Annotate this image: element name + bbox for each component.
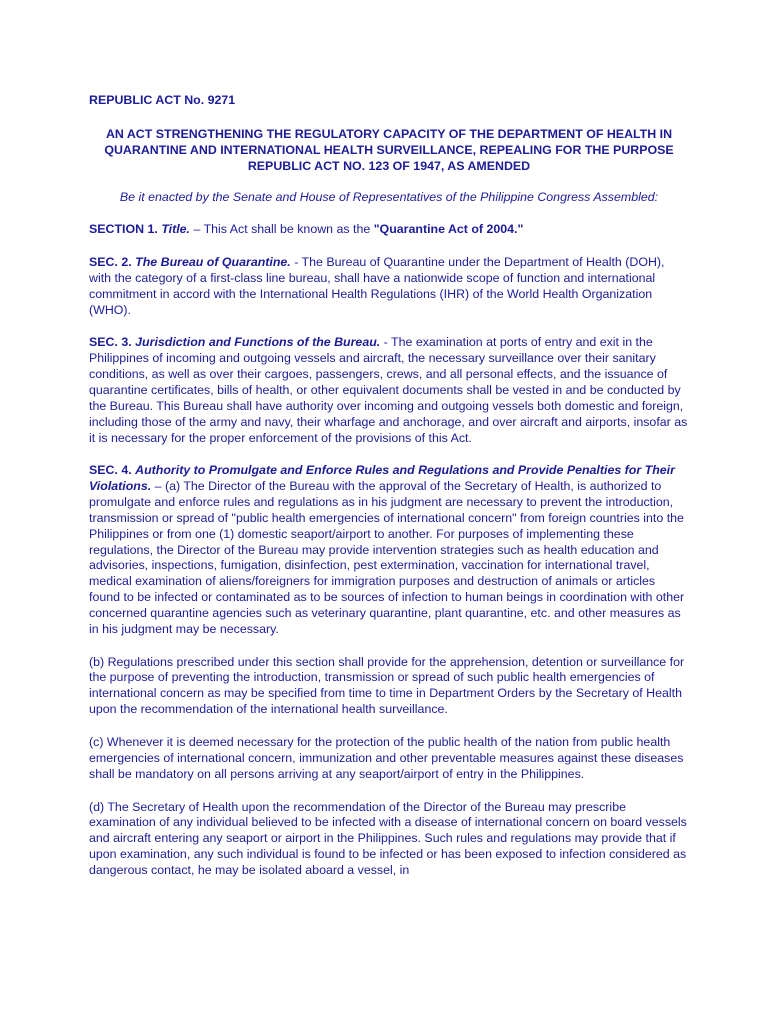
- section-1-short-title: "Quarantine Act of 2004.": [373, 222, 524, 237]
- section-4-text: – (a) The Director of the Bureau with the approval of the Secretary of Health, is authorized to promulgate and enforce rules and regulations as in his judgment are necessary to prevent the introduction, transmission or spread of "public health emergencies of international concern" from foreign countries into the Philippines or from one (1) domestic seaport/airport to another. For purposes of implementing these regulations, the Director of the Bureau may provide intervention strategies such as health education and advisories, inspections, fumigation, disinfection, pest extermination, vaccination for international travel, medical examination of aliens/foreigners for immigration purposes and destruction of animals or articles found to be infected or contaminated as to be sources of infection to human beings in coordination with other concerned quarantine agencies such as veterinary quarantine, plant quarantine, etc. and other measures as in his judgment may be necessary.: [89, 479, 685, 636]
- enacting-clause: Be it enacted by the Senate and House of Representatives of the Philippine Congress Assembled:: [119, 190, 659, 205]
- section-3-heading: Jurisdiction and Functions of the Bureau.: [135, 335, 381, 350]
- section-4-heading: Authority to Promulgate and Enforce Rules and Regulations and Provide Penalties for Their Violations.: [89, 463, 675, 494]
- section-1-heading: Title.: [161, 222, 191, 237]
- section-1-text: – This Act shall be known as the: [190, 222, 374, 237]
- section-4-label: SEC. 4.: [89, 463, 132, 478]
- section-1-label: SECTION 1.: [89, 222, 158, 237]
- section-2-heading: The Bureau of Quarantine.: [135, 255, 291, 270]
- act-number: REPUBLIC ACT No. 9271: [89, 93, 236, 107]
- section-2-text: - The Bureau of Quarantine under the Department of Health (DOH), with the category of a first-class line bureau, shall have a nationwide scope of function and international commitment in accord with the International Health Regulations (IHR) of the World Health Organization (WHO).: [89, 255, 665, 317]
- section-4-subsection-c: (c) Whenever it is deemed necessary for the protection of the public health of the nation from public health emergencies of international concern, immunization and other preventable measures against these diseases shall be mandatory on all persons arriving at any seaport/airport of entry in the Philippines.: [89, 735, 684, 781]
- section-3-text: - The examination at ports of entry and exit in the Philippines of incoming and outgoing vessels and aircraft, the necessary surveillance over their sanitary conditions, as well as over their cargoes, passengers, crews, and all personal effects, and the issuance of quarantine certificates, bills of health, or other equivalent documents shall be vested in and be conducted by the Bureau. This Bureau shall have authority over incoming and outgoing vessels both domestic and foreign, including those of the army and navy, their wharfage and anchorage, and over aircraft and airports, insofar as it is necessary for the proper enforcement of the provisions of this Act.: [89, 335, 688, 445]
- section-4-subsection-b: (b) Regulations prescribed under this section shall provide for the apprehension, detention or surveillance for the purpose of preventing the introduction, transmission or spread of such public health emergencies of international concern as may be specified from time to time in Department Orders by the Secretary of Health upon the recommendation of the international health surveillance.: [89, 654, 685, 717]
- section-3: [89, 335, 689, 446]
- section-1: [89, 222, 689, 238]
- section-4: [89, 463, 689, 637]
- document-page: [89, 93, 689, 879]
- section-2-label: SEC. 2.: [89, 255, 132, 270]
- act-title: AN ACT STRENGTHENING THE REGULATORY CAPACITY OF THE DEPARTMENT OF HEALTH IN QUARANTINE AND INTERNATIONAL HEALTH SURVEILLANCE, REPEALING FOR THE PURPOSE REPUBLIC ACT NO. 123 OF 1947, AS AMENDED: [104, 126, 674, 173]
- section-2: [89, 255, 689, 318]
- section-3-label: SEC. 3.: [89, 335, 132, 350]
- section-4-subsection-d: (d) The Secretary of Health upon the recommendation of the Director of the Bureau may prescribe examination of any individual believed to be infected with a disease of international concern on board vessels and aircraft entering any seaport or airport in the Philippines. Such rules and regulations may provide that if upon examination, any such individual is found to be infected or has been exposed to infection considered as dangerous contact, he may be isolated aboard a vessel, in: [89, 799, 687, 877]
